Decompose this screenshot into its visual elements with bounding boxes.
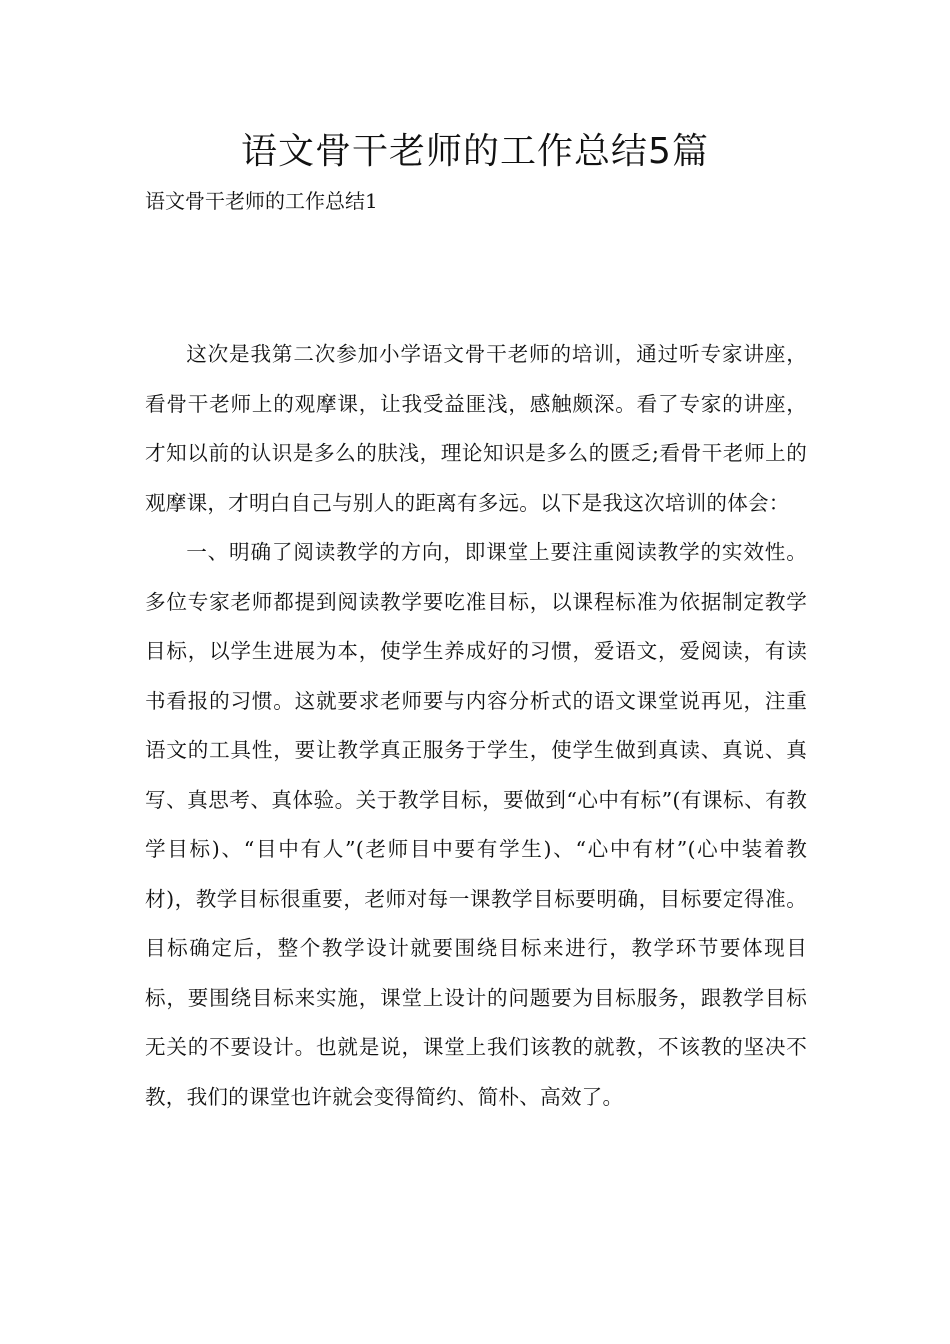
document-title: 语文骨干老师的工作总结5篇 bbox=[241, 131, 709, 172]
paragraph-intro: 这次是我第二次参加小学语文骨干老师的培训，通过听专家讲座，看骨干老师上的观摩课，让我受益匪浅，感触颇深。看了专家的讲座，才知以前的认识是多么的肤浅，理论知识是多么的匮乏;看骨干老师上的观摩课，才明白自己与别人的距离有多远。以下是我这次培训的体会： bbox=[145, 342, 807, 515]
section-heading: 语文骨干老师的工作总结1 bbox=[145, 189, 378, 213]
document-body bbox=[145, 330, 807, 1122]
paragraph-point-one: 一、明确了阅读教学的方向，即课堂上要注重阅读教学的实效性。多位专家老师都提到阅读教学要吃准目标，以课程标准为依据制定教学目标，以学生进展为本，使学生养成好的习惯，爱语文，爱阅读，有读书看报的习惯。这就要求老师要与内容分析式的语文课堂说再见，注重语文的工具性，要让教学真正服务于学生，使学生做到真读、真说、真写、真思考、真体验。关于教学目标，要做到“心中有标”(有课标、有教学目标)、“目中有人”(老师目中要有学生)、“心中有材”(心中装着教材)，教学目标很重要，老师对每一课教学目标要明确，目标要定得准。目标确定后，整个教学设计就要围绕目标来进行，教学环节要体现目标，要围绕目标来实施，课堂上设计的问题要为目标服务，跟教学目标无关的不要设计。也就是说，课堂上我们该教的就教，不该教的坚决不教，我们的课堂也许就会变得简约、简朴、高效了。 bbox=[145, 540, 807, 1109]
